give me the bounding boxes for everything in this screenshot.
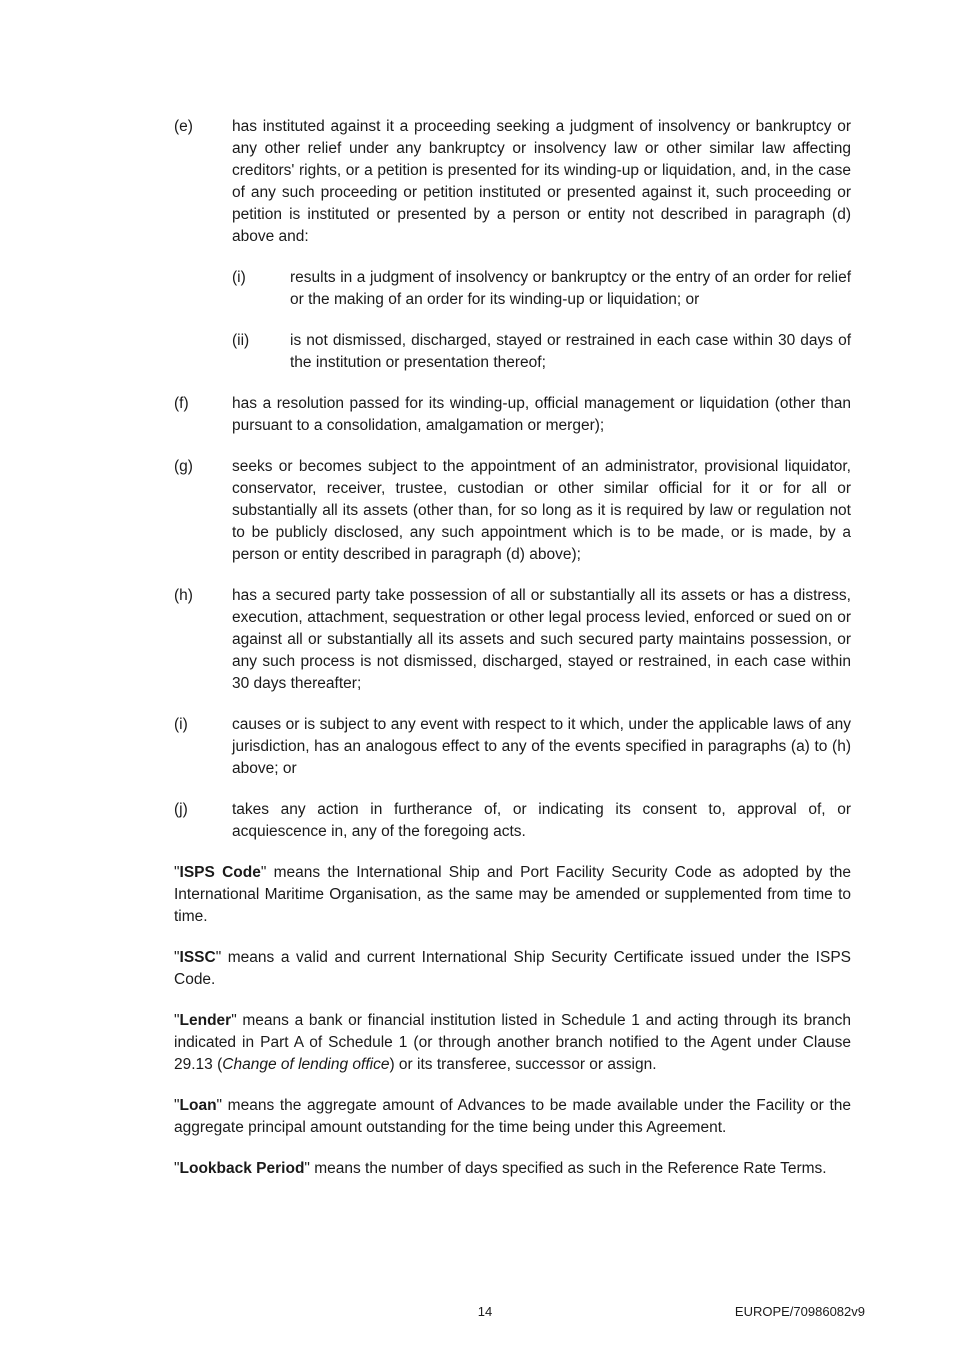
- page-number: 14: [477, 1304, 493, 1319]
- clause-e-subitems: [174, 267, 851, 374]
- definition-isps-code: "ISPS Code" means the International Ship and Port Facility Security Code as adopted by the International Maritime Organisation, as the same may be amended or supplemented from time to time.: [174, 864, 851, 925]
- definition-text: " means a valid and current International Ship Security Certificate issued under the ISPS Code.: [174, 949, 851, 988]
- subclause-number: (i): [232, 269, 246, 286]
- subclause-ii: [232, 330, 851, 374]
- defined-term: ISPS Code: [179, 864, 261, 881]
- definition-text: " means the International Ship and Port Facility Security Code as adopted by the International Maritime Organisation, as the same may be amended or supplemented from time to time.: [174, 864, 851, 925]
- document-reference: EUROPE/70986082v9: [734, 1304, 865, 1319]
- clause-text: seeks or becomes subject to the appointment of an administrator, provisional liquidator, conservator, receiver, trustee, custodian or other similar official for it or for all or substantially all its assets (other than, for so long as it is required by law or regulation not to be publicly disclosed, any such appointment which is to be made, or is made, by a person or entity described in paragraph (d) above);: [232, 458, 851, 563]
- clause-h: [174, 585, 851, 695]
- clause-text: takes any action in furtherance of, or indicating its consent to, approval of, or acquiescence in, any of the foregoing acts.: [232, 801, 851, 840]
- defined-term: Loan: [179, 1097, 217, 1114]
- defined-term: ISSC: [179, 949, 216, 966]
- subclause-text: is not dismissed, discharged, stayed or restrained in each case within 30 days of the institution or presentation thereof;: [290, 332, 851, 371]
- subclause-number: (ii): [232, 332, 250, 349]
- clause-number: (i): [174, 716, 188, 733]
- clause-g: [174, 456, 851, 566]
- clause-number: (j): [174, 801, 188, 818]
- clause-text: has a secured party take possession of all or substantially all its assets or has a distress, execution, attachment, sequestration or other legal process levied, enforced or sued on or against all or substantially all its assets and such secured party maintains possession, or any such process is not dismissed, discharged, stayed or restrained, in each case within 30 days thereafter;: [232, 587, 851, 692]
- definition-lookback-period: "Lookback Period" means the number of days specified as such in the Reference Rate Terms.: [174, 1160, 827, 1177]
- subclause-text: results in a judgment of insolvency or bankruptcy or the entry of an order for relief or the making of an order for its winding-up or liquidation; or: [290, 269, 851, 308]
- clause-i: [174, 714, 851, 780]
- subclause-i: [232, 267, 851, 311]
- clause-text: has a resolution passed for its winding-up, official management or liquidation (other than pursuant to a consolidation, amalgamation or merger);: [232, 395, 851, 434]
- clause-f: [174, 393, 851, 437]
- clause-text: has instituted against it a proceeding seeking a judgment of insolvency or bankruptcy or any other relief under any bankruptcy or insolvency law or other similar law affecting creditors' rights, or a petition is presented for its winding-up or liquidation, and, in the case of any such proceeding or petition instituted or presented against it, such proceeding or petition is instituted or presented by a person or entity not described in paragraph (d) above and:: [232, 118, 851, 245]
- definition-text: " means the aggregate amount of Advances to be made available under the Facility or the aggregate principal amount outstanding for the time being under this Agreement.: [174, 1097, 851, 1136]
- definition-issc: "ISSC" means a valid and current International Ship Security Certificate issued under the ISPS Code.: [174, 949, 851, 988]
- clause-number: (e): [174, 118, 193, 135]
- clause-number: (f): [174, 395, 189, 412]
- definition-text: ) or its transferee, successor or assign.: [389, 1056, 657, 1073]
- definition-lender: "Lender" means a bank or financial institution listed in Schedule 1 and acting through its branch indicated in Part A of Schedule 1 (or through another branch notified to the Agent under Clause 29.13 (Change of lending office) or its transferee, successor or assign.: [174, 1012, 851, 1073]
- clause-reference: Change of lending office: [222, 1056, 390, 1073]
- defined-term: Lender: [179, 1012, 232, 1029]
- definition-text: " means a bank or financial institution listed in Schedule 1 and acting through its branch indicated in Part A of Schedule 1 (or through another branch notified to the Agent under Clause 29.13 (: [174, 1012, 851, 1073]
- clause-text: causes or is subject to any event with respect to it which, under the applicable laws of any jurisdiction, has an analogous effect to any of the events specified in paragraphs (a) to (h) above; or: [232, 716, 851, 777]
- page-content: [174, 116, 851, 1180]
- definition-text: " means the number of days specified as such in the Reference Rate Terms.: [304, 1160, 827, 1177]
- clause-e: [174, 116, 851, 248]
- definition-loan: "Loan" means the aggregate amount of Advances to be made available under the Facility or the aggregate principal amount outstanding for the time being under this Agreement.: [174, 1097, 851, 1136]
- clause-number: (g): [174, 458, 193, 475]
- defined-term: Lookback Period: [179, 1160, 305, 1177]
- clause-number: (h): [174, 587, 193, 604]
- clause-j: [174, 799, 851, 843]
